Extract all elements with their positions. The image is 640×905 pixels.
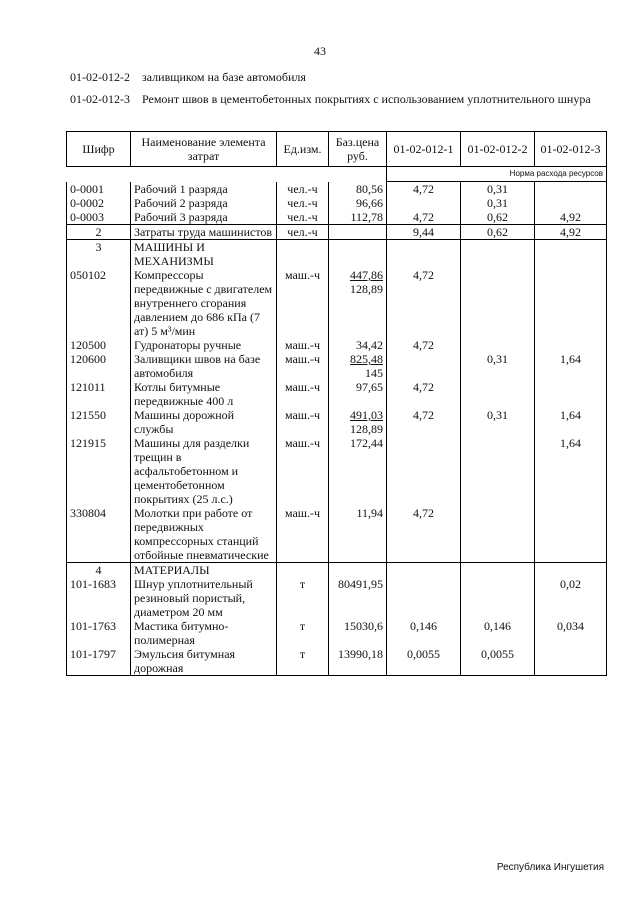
cell-unit: т bbox=[277, 577, 329, 619]
cell-price: 34,42 bbox=[329, 338, 387, 352]
cell-v2 bbox=[461, 506, 535, 563]
cell-price: 172,44 bbox=[329, 436, 387, 506]
cell-price: 15030,6 bbox=[329, 619, 387, 647]
cell-name: МАТЕРИАЛЫ bbox=[131, 563, 277, 578]
cell-v3: 1,64 bbox=[535, 352, 607, 380]
cell-code: 330804 bbox=[67, 506, 131, 563]
cell-code: 121550 bbox=[67, 408, 131, 436]
cell-unit: чел.-ч bbox=[277, 225, 329, 240]
column-header: 01-02-012-1 bbox=[387, 132, 461, 167]
price-value-secondary: 145 bbox=[365, 366, 383, 380]
column-header: Шифр bbox=[67, 132, 131, 167]
cell-unit: маш.-ч bbox=[277, 352, 329, 380]
cell-price bbox=[329, 225, 387, 240]
cell-unit bbox=[277, 240, 329, 269]
price-value-secondary: 128,89 bbox=[350, 422, 383, 436]
cell-v3 bbox=[535, 380, 607, 408]
cell-v3 bbox=[535, 196, 607, 210]
header-code: 01-02-012-2 bbox=[70, 70, 130, 84]
cell-v3 bbox=[535, 268, 607, 338]
cell-v3: 4,92 bbox=[535, 225, 607, 240]
cell-v2 bbox=[461, 380, 535, 408]
price-value: 447,86 bbox=[350, 268, 383, 282]
table-row bbox=[67, 352, 607, 380]
cell-v2 bbox=[461, 240, 535, 269]
cell-unit: чел.-ч bbox=[277, 210, 329, 225]
cell-code: 0-0003 bbox=[67, 210, 131, 225]
cell-unit: т bbox=[277, 647, 329, 676]
cell-v1: 4,72 bbox=[387, 506, 461, 563]
cell-price: 112,78 bbox=[329, 210, 387, 225]
cell-v3 bbox=[535, 338, 607, 352]
cell-unit: чел.-ч bbox=[277, 182, 329, 197]
cell-v3: 0,034 bbox=[535, 619, 607, 647]
header-line-2 bbox=[70, 92, 612, 107]
cell-v3 bbox=[535, 506, 607, 563]
cell-v2: 0,62 bbox=[461, 225, 535, 240]
column-header: Наименование элемента затрат bbox=[131, 132, 277, 167]
table-row bbox=[67, 338, 607, 352]
cell-name: Компрессоры передвижные с двигателем внутреннего сгорания давлением до 686 кПа (7 ат) 5 м³/мин bbox=[131, 268, 277, 338]
cell-code: 121011 bbox=[67, 380, 131, 408]
cell-price: 80,56 bbox=[329, 182, 387, 197]
cell-unit bbox=[277, 563, 329, 578]
cell-code: 3 bbox=[67, 240, 131, 269]
cell-v1: 4,72 bbox=[387, 210, 461, 225]
cell-v2 bbox=[461, 338, 535, 352]
footer-region: Республика Ингушетия bbox=[496, 862, 604, 873]
cell-name: Гудронаторы ручные bbox=[131, 338, 277, 352]
cell-v3 bbox=[535, 647, 607, 676]
cell-price bbox=[329, 240, 387, 269]
cell-name: Котлы битумные передвижные 400 л bbox=[131, 380, 277, 408]
table-row bbox=[67, 240, 607, 269]
cell-v2 bbox=[461, 577, 535, 619]
cell-v2: 0,0055 bbox=[461, 647, 535, 676]
table-row bbox=[67, 506, 607, 563]
table-row bbox=[67, 563, 607, 578]
cell-code: 101-1797 bbox=[67, 647, 131, 676]
cell-code: 101-1763 bbox=[67, 619, 131, 647]
norma-label: Норма расхода ресурсов bbox=[387, 167, 607, 182]
cell-unit: маш.-ч bbox=[277, 338, 329, 352]
cell-v3: 4,92 bbox=[535, 210, 607, 225]
cell-v1: 9,44 bbox=[387, 225, 461, 240]
cell-v1: 4,72 bbox=[387, 182, 461, 197]
table-row bbox=[67, 436, 607, 506]
cell-v3 bbox=[535, 240, 607, 269]
cell-v1 bbox=[387, 436, 461, 506]
cell-unit: маш.-ч bbox=[277, 268, 329, 338]
cell-code: 121915 bbox=[67, 436, 131, 506]
cell-code: 120500 bbox=[67, 338, 131, 352]
cell-name: Молотки при работе от передвижных компрессорных станций отбойные пневматические bbox=[131, 506, 277, 563]
cell-v1: 4,72 bbox=[387, 380, 461, 408]
cell-name: Эмульсия битумная дорожная bbox=[131, 647, 277, 676]
cell-name: Шнур уплотнительный резиновый пористый, диаметром 20 мм bbox=[131, 577, 277, 619]
table-row bbox=[67, 196, 607, 210]
resource-table bbox=[66, 131, 607, 676]
cell-name: Заливщики швов на базе автомобиля bbox=[131, 352, 277, 380]
cell-v1 bbox=[387, 563, 461, 578]
column-header: Ед.изм. bbox=[277, 132, 329, 167]
cell-price bbox=[329, 408, 387, 436]
cell-price: 96,66 bbox=[329, 196, 387, 210]
cell-unit: маш.-ч bbox=[277, 380, 329, 408]
table-row bbox=[67, 577, 607, 619]
table-row bbox=[67, 647, 607, 676]
table-row bbox=[67, 380, 607, 408]
cell-code: 0-0002 bbox=[67, 196, 131, 210]
table-header-row bbox=[67, 132, 607, 167]
cell-v1: 0,146 bbox=[387, 619, 461, 647]
cell-code: 101-1683 bbox=[67, 577, 131, 619]
table-row bbox=[67, 210, 607, 225]
cell-v2: 0,62 bbox=[461, 210, 535, 225]
cell-name: Рабочий 3 разряда bbox=[131, 210, 277, 225]
cell-name: Мастика битумно-полимерная bbox=[131, 619, 277, 647]
cell-v2 bbox=[461, 563, 535, 578]
table-row bbox=[67, 268, 607, 338]
cell-v1: 4,72 bbox=[387, 408, 461, 436]
price-value: 491,03 bbox=[350, 408, 383, 422]
cell-v2: 0,146 bbox=[461, 619, 535, 647]
cell-price: 97,65 bbox=[329, 380, 387, 408]
cell-v1: 4,72 bbox=[387, 268, 461, 338]
cell-v2 bbox=[461, 436, 535, 506]
table-row bbox=[67, 182, 607, 197]
cell-v2: 0,31 bbox=[461, 352, 535, 380]
header-text: Ремонт швов в цементобетонных покрытиях с использованием уплотнительного шнура bbox=[142, 92, 591, 106]
cell-price bbox=[329, 352, 387, 380]
cell-name: Рабочий 2 разряда bbox=[131, 196, 277, 210]
cell-name: Рабочий 1 разряда bbox=[131, 182, 277, 197]
cell-price bbox=[329, 268, 387, 338]
cell-v1: 0,0055 bbox=[387, 647, 461, 676]
cell-code: 050102 bbox=[67, 268, 131, 338]
cell-v3: 0,02 bbox=[535, 577, 607, 619]
cell-unit: т bbox=[277, 619, 329, 647]
cell-v2: 0,31 bbox=[461, 408, 535, 436]
cell-unit: маш.-ч bbox=[277, 408, 329, 436]
cell-v3 bbox=[535, 563, 607, 578]
cell-price: 13990,18 bbox=[329, 647, 387, 676]
header-text: заливщиком на базе автомобиля bbox=[142, 70, 306, 84]
column-header: 01-02-012-3 bbox=[535, 132, 607, 167]
table-row bbox=[67, 619, 607, 647]
cell-v2 bbox=[461, 268, 535, 338]
cell-name: Затраты труда машинистов bbox=[131, 225, 277, 240]
cell-v1 bbox=[387, 577, 461, 619]
header-line-1 bbox=[70, 70, 306, 85]
cell-code: 2 bbox=[67, 225, 131, 240]
cell-name: Машины для разделки трещин в асфальтобетонном и цементобетонном покрытиях (25 л.с.) bbox=[131, 436, 277, 506]
column-header: 01-02-012-2 bbox=[461, 132, 535, 167]
cell-v1 bbox=[387, 240, 461, 269]
cell-unit: чел.-ч bbox=[277, 196, 329, 210]
table-row bbox=[67, 408, 607, 436]
column-header: Баз.цена руб. bbox=[329, 132, 387, 167]
cell-v3 bbox=[535, 182, 607, 197]
cell-code: 120600 bbox=[67, 352, 131, 380]
cell-v2: 0,31 bbox=[461, 182, 535, 197]
cell-name: МАШИНЫ И МЕХАНИЗМЫ bbox=[131, 240, 277, 269]
cell-v3: 1,64 bbox=[535, 408, 607, 436]
cell-code: 4 bbox=[67, 563, 131, 578]
cell-price: 11,94 bbox=[329, 506, 387, 563]
table-row bbox=[67, 225, 607, 240]
norma-row bbox=[67, 167, 607, 182]
header-code: 01-02-012-3 bbox=[70, 92, 130, 106]
page-number: 43 bbox=[314, 44, 326, 58]
cell-v3: 1,64 bbox=[535, 436, 607, 506]
cell-price bbox=[329, 563, 387, 578]
price-value-secondary: 128,89 bbox=[350, 282, 383, 296]
cell-v1: 4,72 bbox=[387, 338, 461, 352]
cell-unit: маш.-ч bbox=[277, 506, 329, 563]
cell-code: 0-0001 bbox=[67, 182, 131, 197]
price-value: 825,48 bbox=[350, 352, 383, 366]
cell-name: Машины дорожной службы bbox=[131, 408, 277, 436]
cell-v2: 0,31 bbox=[461, 196, 535, 210]
cell-unit: маш.-ч bbox=[277, 436, 329, 506]
cell-v1 bbox=[387, 352, 461, 380]
cell-v1 bbox=[387, 196, 461, 210]
cell-price: 80491,95 bbox=[329, 577, 387, 619]
